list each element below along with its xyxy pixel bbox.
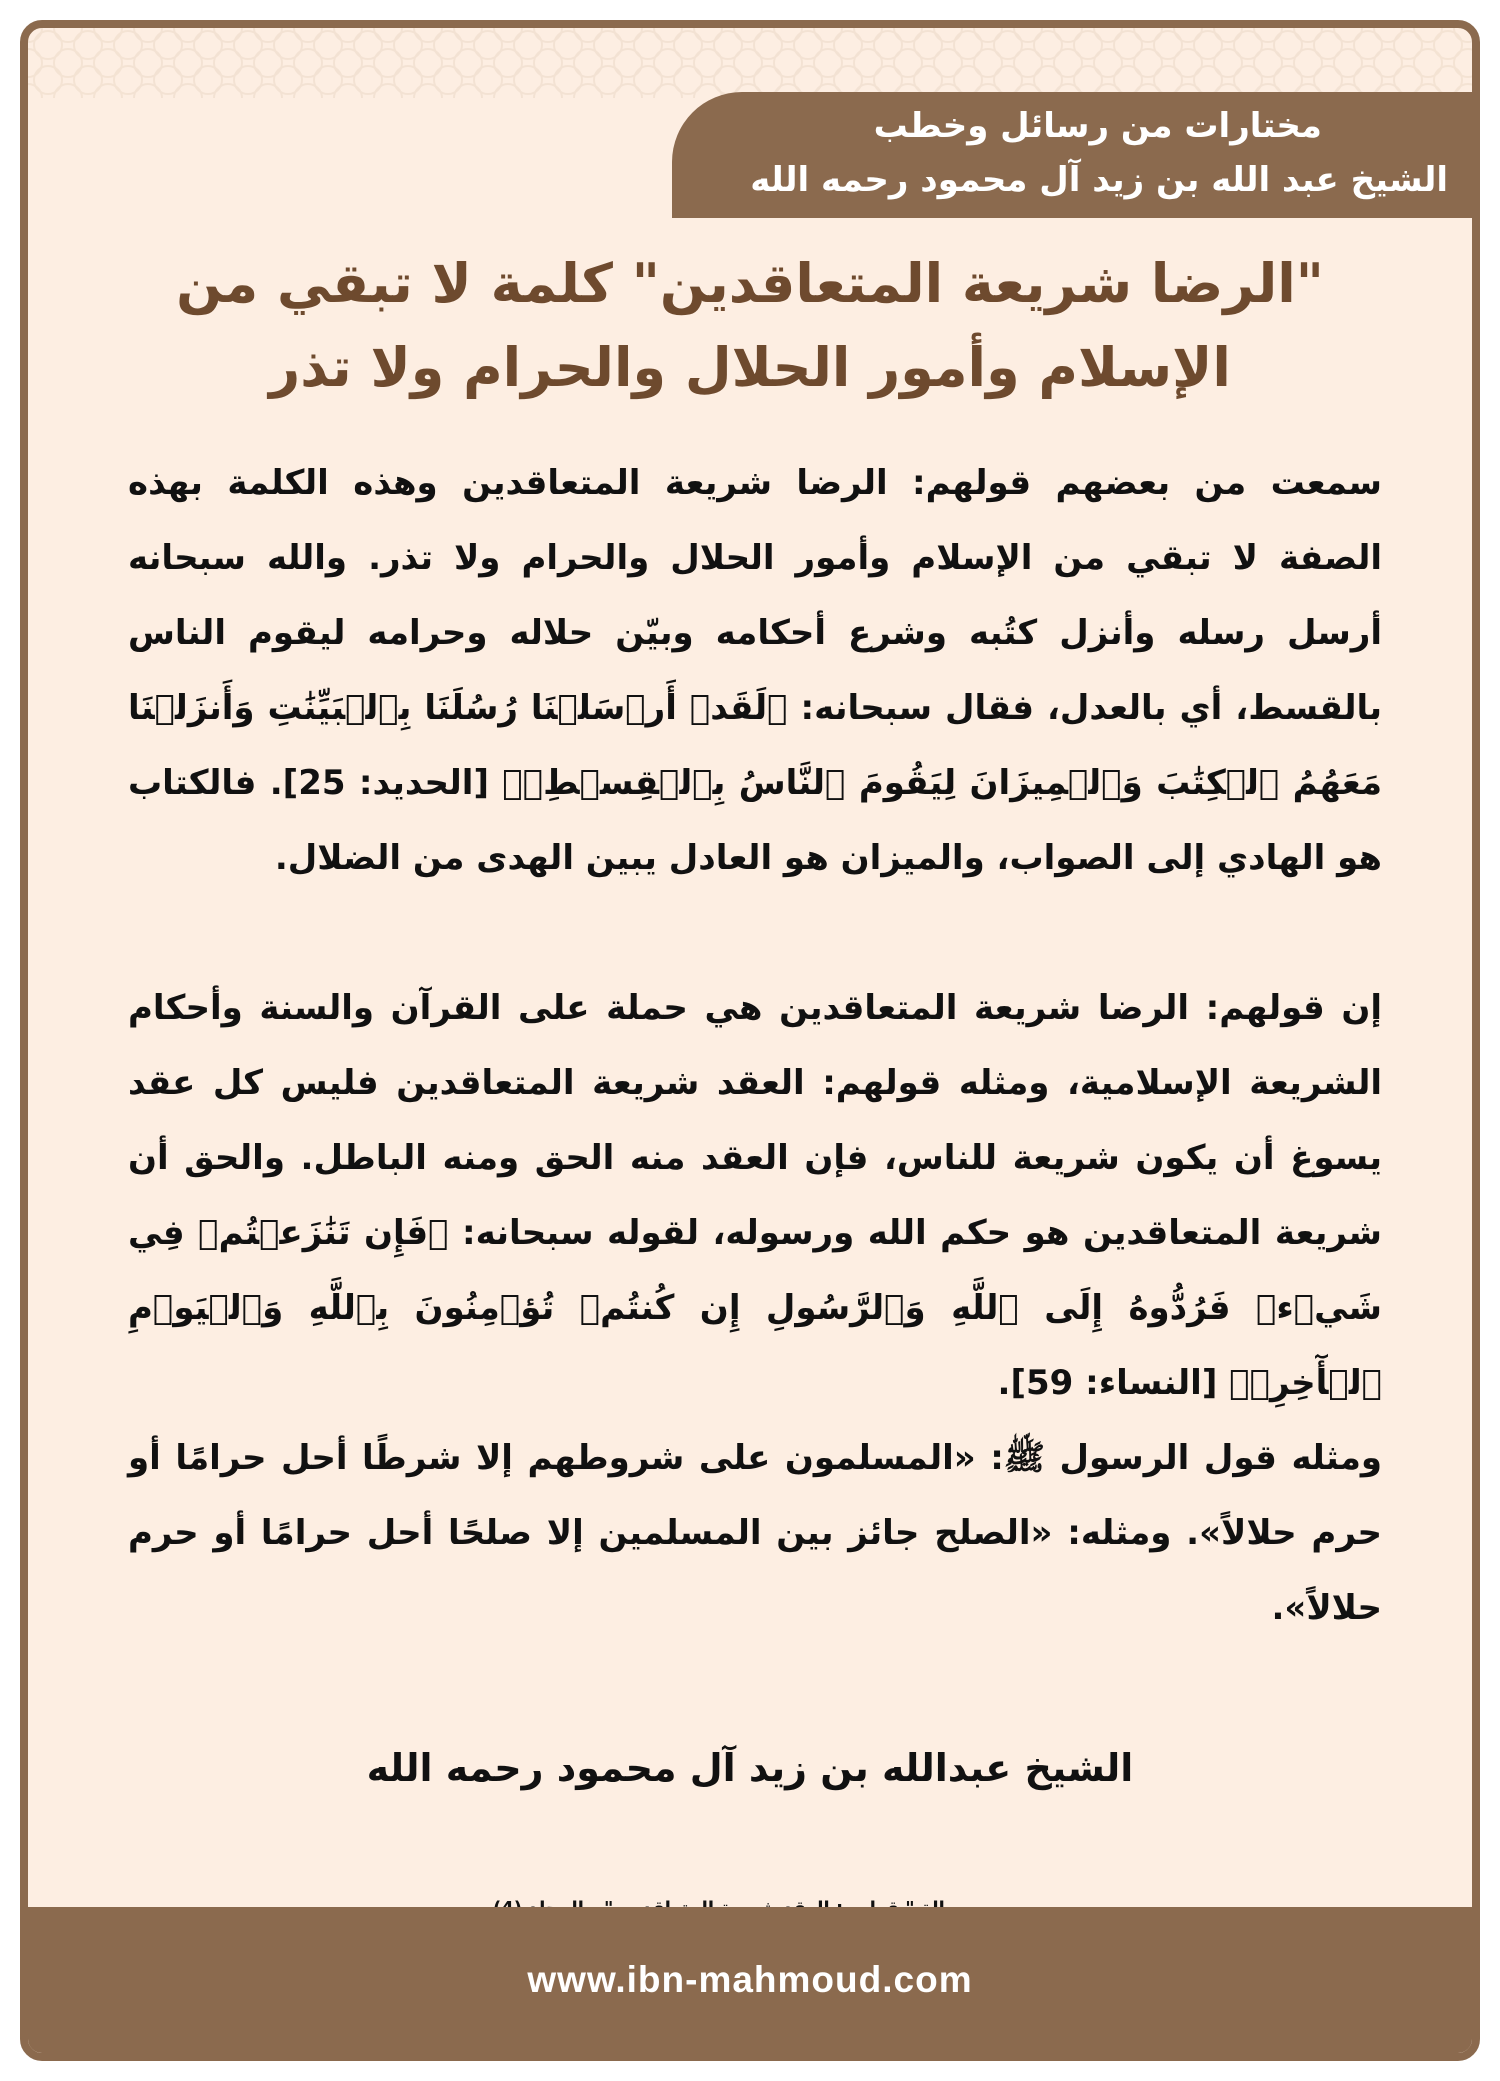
page-frame (20, 20, 1480, 2061)
footer-bar (28, 1907, 1472, 2053)
article-body (128, 446, 1382, 1646)
website-link[interactable]: www.ibn-mahmoud.com (527, 1959, 973, 2000)
signature: الشيخ عبدالله بن زيد آل محمود رحمه الله (366, 1746, 1134, 1790)
paragraph-2: إن قولهم: الرضا شريعة المتعاقدين هي حملة على القرآن والسنة وأحكام الشريعة الإسلامية، ومثله قولهم: العقد شريعة المتعاقدين فليس كل عقد يسوغ أن يكون شريعة للناس، فإن العقد منه الحق ومنه الباطل. والحق أن شريعة المتعاقدين هو حكم الله ورسوله، لقوله سبحانه: ﴿فَإِن تَنَٰزَعۡتُمۡ فِي شَيۡءٖ فَرُدُّوهُ إِلَى ٱللَّهِ وَٱلرَّسُولِ إِن كُنتُمۡ تُؤۡمِنُونَ بِٱللَّهِ وَٱلۡيَوۡمِ ٱلۡأٓخِرِۚ﴾ [النساء: 59]. (128, 988, 1382, 1403)
series-banner (672, 92, 1472, 218)
series-title: مختارات من رسائل وخطب (873, 106, 1322, 146)
author-name: الشيخ عبد الله بن زيد آل محمود رحمه الله (750, 160, 1448, 200)
paragraph-1: سمعت من بعضهم قولهم: الرضا شريعة المتعاقدين وهذه الكلمة بهذه الصفة لا تبقي من الإسلام وأمور الحلال والحرام ولا تذر. والله سبحانه أرسل رسله وأنزل كتُبه وشرع أحكامه وبيّن حلاله وحرامه ليقوم الناس بالقسط، أي بالعدل، فقال سبحانه: ﴿لَقَدۡ أَرۡسَلۡنَا رُسُلَنَا بِٱلۡبَيِّنَٰتِ وَأَنزَلۡنَا مَعَهُمُ ٱلۡكِتَٰبَ وَٱلۡمِيزَانَ لِيَقُومَ ٱلنَّاسُ بِٱلۡقِسۡطِۖ﴾ [الحديد: 25]. فالكتاب هو الهادي إلى الصواب، والميزان هو العادل يبين الهدى من الضلال. (128, 463, 1383, 878)
paragraph-3: ومثله قول الرسول ﷺ: «المسلمون على شروطهم إلا شرطًا أحل حرامًا أو حرم حلالاً». ومثله: «الصلح جائز بين المسلمين إلا صلحًا أحل حرامًا أو حرم حلالاً». (128, 1438, 1382, 1628)
article-title: "الرضا شريعة المتعاقدين" كلمة لا تبقي من الإسلام وأمور الحلال والحرام ولا تذر (176, 252, 1324, 399)
decorative-pattern (28, 28, 1472, 98)
